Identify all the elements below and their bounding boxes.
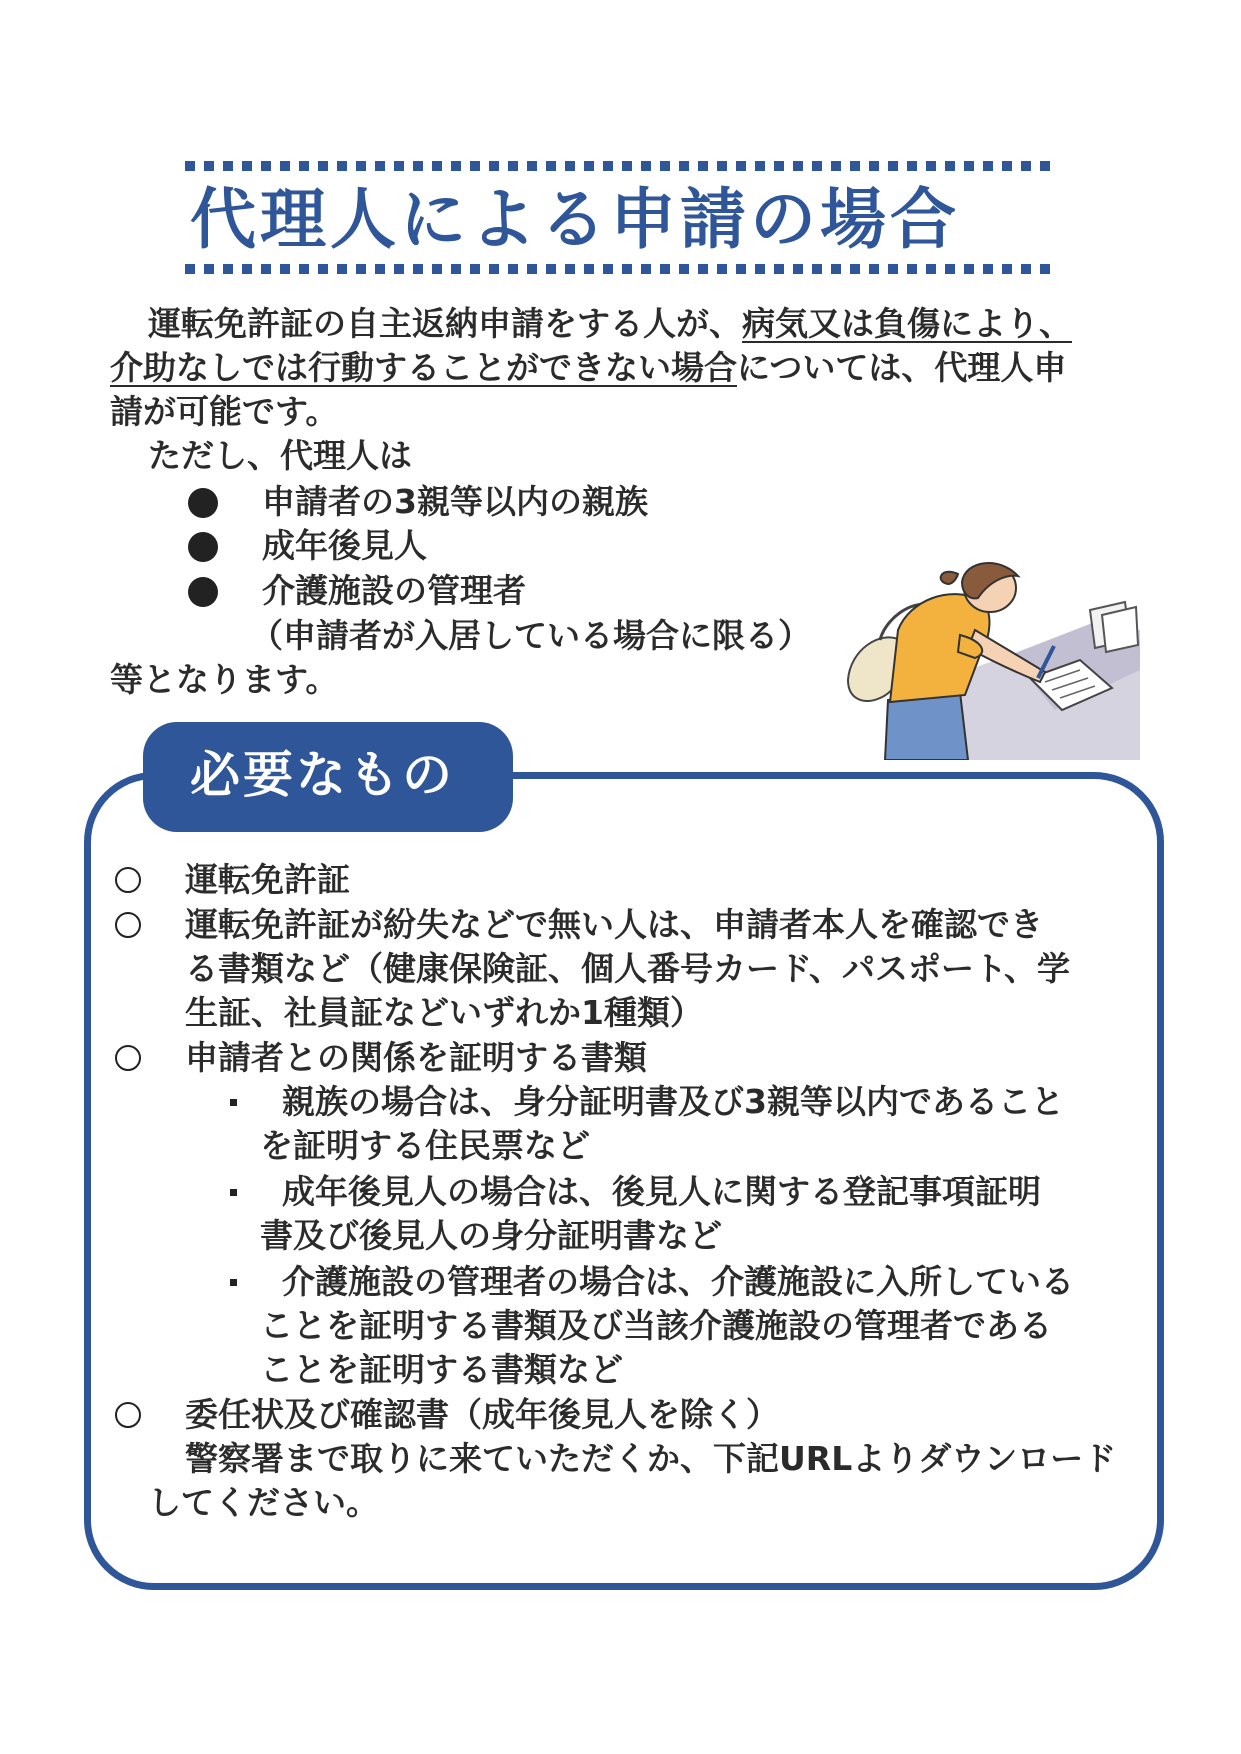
relationship-facility-line-1: 介護施設の管理者の場合は、介護施設に入所している [282,1262,1074,1301]
woman-writing-illustration [840,560,1140,760]
title-top-dashed-rule [185,160,1055,172]
relationship-relative-line-2: を証明する住民票など [260,1126,590,1165]
intro-line-1 [148,302,1072,346]
agent-type-2: 成年後見人 [262,526,427,565]
required-item-id-line-2: る書類など（健康保険証、個人番号カード、パスポート、学 [185,949,1071,988]
agent-type-3-note: （申請者が入居している場合に限る） [250,616,811,655]
bullet-dot-3 [188,577,218,607]
relationship-facility-line-3: ことを証明する書類など [260,1350,623,1389]
intro-line-2-text: については、代理人申 [737,348,1067,387]
required-item-relationship: 申請者との関係を証明する書類 [185,1038,647,1077]
relationship-relative-line-1: 親族の場合は、身分証明書及び3親等以内であること [282,1082,1064,1121]
intro-line-4: ただし、代理人は [148,436,412,475]
download-note-line-1: 警察署まで取りに来ていただくか、下記URLよりダウンロード [185,1439,1117,1478]
sub-bullet-3 [230,1279,237,1286]
required-item-license: 運転免許証 [185,860,350,899]
intro-line-3: 請が可能です。 [110,392,339,431]
title-bottom-dashed-rule [185,263,1055,275]
intro-line-1-text: 運転免許証の自主返納申請をする人が、 [148,304,742,343]
required-items-heading: 必要なもの [190,746,455,804]
sub-bullet-1 [230,1099,237,1106]
item-circle-marker-3 [115,1045,141,1071]
agent-type-1: 申請者の3親等以内の親族 [262,482,648,521]
intro-underlined-condition-2: 介助なしでは行動することができない場合 [110,348,737,387]
sub-bullet-2 [230,1189,237,1196]
intro-underlined-condition-1: 病気又は負傷により、 [742,304,1072,343]
bullet-dot-2 [188,532,218,562]
item-circle-marker-1 [115,867,141,893]
relationship-guardian-line-2: 書及び後見人の身分証明書など [260,1216,722,1255]
item-circle-marker-2 [115,912,141,938]
intro-closing: 等となります。 [110,660,339,699]
required-item-proxy-form: 委任状及び確認書（成年後見人を除く） [185,1395,779,1434]
page-title: 代理人による申請の場合 [190,181,960,258]
required-item-id-line-3: 生証、社員証などいずれか1種類） [185,993,703,1032]
relationship-facility-line-2: ことを証明する書類及び当該介護施設の管理者である [260,1306,1052,1345]
required-item-id-line-1: 運転免許証が紛失などで無い人は、申請者本人を確認でき [185,905,1043,944]
relationship-guardian-line-1: 成年後見人の場合は、後見人に関する登記事項証明 [282,1172,1041,1211]
download-note-line-2: してください。 [148,1483,379,1522]
bullet-dot-1 [188,488,218,518]
agent-type-3: 介護施設の管理者 [262,571,526,610]
intro-line-2 [110,346,1066,390]
item-circle-marker-4 [115,1402,141,1428]
